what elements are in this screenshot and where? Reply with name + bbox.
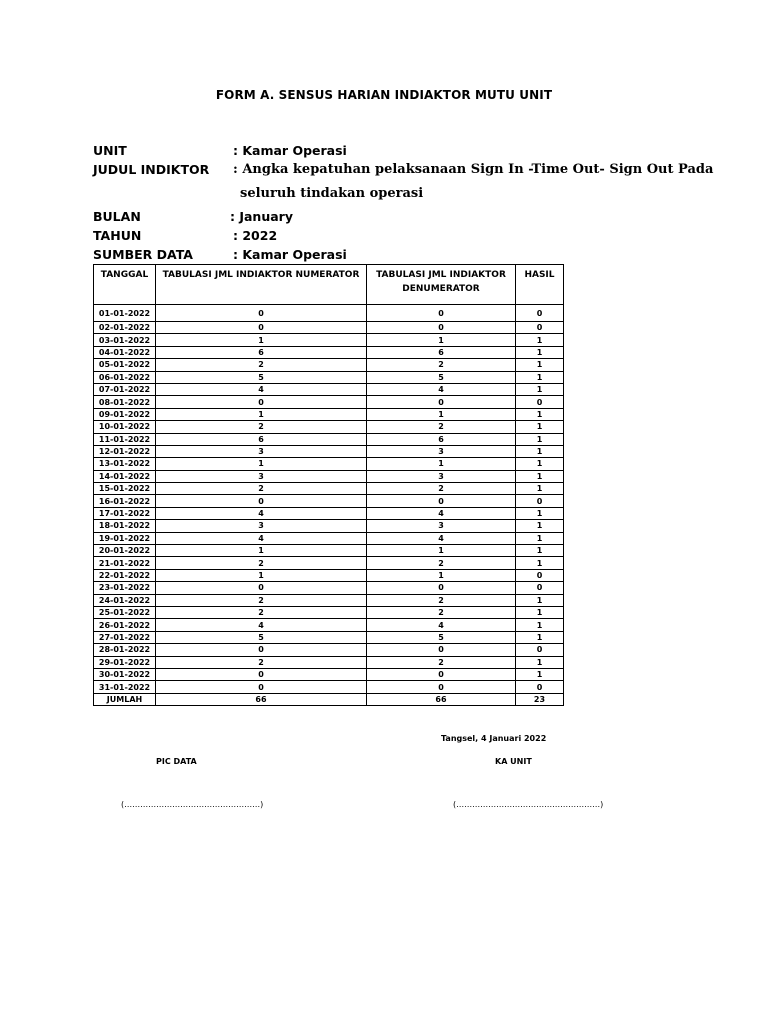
bulan-label: BULAN xyxy=(93,209,141,224)
cell-hasil: 1 xyxy=(516,421,564,433)
cell-hasil: 1 xyxy=(516,359,564,371)
table-row xyxy=(94,334,564,346)
cell-denumerator: 0 xyxy=(367,644,516,656)
cell-tanggal: 20-01-2022 xyxy=(94,545,156,557)
cell-hasil: 1 xyxy=(516,545,564,557)
cell-denumerator: 1 xyxy=(367,458,516,470)
cell-denumerator: 2 xyxy=(367,421,516,433)
cell-denumerator: 2 xyxy=(367,656,516,668)
cell-numerator: 2 xyxy=(156,421,367,433)
cell-numerator: 4 xyxy=(156,619,367,631)
cell-tanggal: 28-01-2022 xyxy=(94,644,156,656)
table-row xyxy=(94,644,564,656)
cell-denumerator: 1 xyxy=(367,408,516,420)
cell-tanggal: 13-01-2022 xyxy=(94,458,156,470)
cell-hasil: 1 xyxy=(516,507,564,519)
cell-hasil: 1 xyxy=(516,346,564,358)
table-row xyxy=(94,483,564,495)
cell-numerator: 6 xyxy=(156,346,367,358)
header-hasil: HASIL xyxy=(516,265,564,305)
cell-denumerator: 4 xyxy=(367,532,516,544)
table-row xyxy=(94,606,564,618)
cell-numerator: 3 xyxy=(156,445,367,457)
cell-hasil: 1 xyxy=(516,656,564,668)
cell-numerator: 0 xyxy=(156,495,367,507)
cell-numerator: 6 xyxy=(156,433,367,445)
cell-numerator: 2 xyxy=(156,594,367,606)
cell-hasil: 1 xyxy=(516,631,564,643)
cell-tanggal: 06-01-2022 xyxy=(94,371,156,383)
table-row xyxy=(94,656,564,668)
cell-denumerator: 4 xyxy=(367,619,516,631)
cell-denumerator: 6 xyxy=(367,346,516,358)
cell-denumerator: 4 xyxy=(367,383,516,395)
cell-hasil: 1 xyxy=(516,371,564,383)
cell-tanggal: 22-01-2022 xyxy=(94,569,156,581)
cell-numerator: 3 xyxy=(156,470,367,482)
cell-tanggal: 27-01-2022 xyxy=(94,631,156,643)
cell-numerator: 3 xyxy=(156,520,367,532)
cell-numerator: 0 xyxy=(156,396,367,408)
cell-denumerator: 5 xyxy=(367,631,516,643)
cell-hasil: 1 xyxy=(516,445,564,457)
cell-tanggal: 29-01-2022 xyxy=(94,656,156,668)
table-header-row xyxy=(94,265,564,305)
total-label: JUMLAH xyxy=(94,693,156,705)
cell-tanggal: 03-01-2022 xyxy=(94,334,156,346)
cell-denumerator: 0 xyxy=(367,681,516,693)
cell-denumerator: 1 xyxy=(367,569,516,581)
cell-numerator: 5 xyxy=(156,631,367,643)
table-body xyxy=(94,305,564,706)
sumber-value: : Kamar Operasi xyxy=(233,247,347,262)
cell-denumerator: 2 xyxy=(367,594,516,606)
table-row xyxy=(94,668,564,680)
table-row xyxy=(94,445,564,457)
header-numerator: TABULASI JML INDIAKTOR NUMERATOR xyxy=(156,265,367,305)
table-row xyxy=(94,619,564,631)
cell-hasil: 1 xyxy=(516,433,564,445)
cell-numerator: 2 xyxy=(156,557,367,569)
cell-denumerator: 0 xyxy=(367,582,516,594)
sumber-label: SUMBER DATA xyxy=(93,247,193,262)
cell-denumerator: 4 xyxy=(367,507,516,519)
table-row xyxy=(94,346,564,358)
table-row xyxy=(94,545,564,557)
ka-unit-signature-line: (………………………………………………) xyxy=(453,800,604,809)
cell-tanggal: 12-01-2022 xyxy=(94,445,156,457)
table-row xyxy=(94,631,564,643)
cell-hasil: 1 xyxy=(516,334,564,346)
place-date: Tangsel, 4 Januari 2022 xyxy=(441,734,547,743)
total-hasil: 23 xyxy=(516,693,564,705)
judul-value: : Angka kepatuhan pelaksanaan Sign In -Time Out- Sign Out Pada xyxy=(233,162,714,177)
cell-hasil: 1 xyxy=(516,606,564,618)
cell-denumerator: 3 xyxy=(367,520,516,532)
cell-denumerator: 6 xyxy=(367,433,516,445)
cell-hasil: 1 xyxy=(516,408,564,420)
cell-tanggal: 25-01-2022 xyxy=(94,606,156,618)
cell-numerator: 0 xyxy=(156,305,367,322)
cell-tanggal: 02-01-2022 xyxy=(94,322,156,334)
cell-tanggal: 26-01-2022 xyxy=(94,619,156,631)
table-row xyxy=(94,532,564,544)
cell-hasil: 1 xyxy=(516,594,564,606)
bulan-value: : January xyxy=(230,209,293,224)
table-row xyxy=(94,458,564,470)
cell-numerator: 0 xyxy=(156,644,367,656)
table-row xyxy=(94,305,564,322)
table-row xyxy=(94,421,564,433)
cell-tanggal: 14-01-2022 xyxy=(94,470,156,482)
cell-hasil: 1 xyxy=(516,520,564,532)
table-row xyxy=(94,507,564,519)
cell-hasil: 1 xyxy=(516,470,564,482)
total-numerator: 66 xyxy=(156,693,367,705)
table-row xyxy=(94,408,564,420)
cell-hasil: 1 xyxy=(516,458,564,470)
cell-hasil: 0 xyxy=(516,305,564,322)
cell-denumerator: 2 xyxy=(367,557,516,569)
unit-value: : Kamar Operasi xyxy=(233,143,347,158)
cell-hasil: 0 xyxy=(516,644,564,656)
cell-tanggal: 15-01-2022 xyxy=(94,483,156,495)
cell-hasil: 1 xyxy=(516,619,564,631)
table-row xyxy=(94,557,564,569)
total-row xyxy=(94,693,564,705)
cell-denumerator: 0 xyxy=(367,495,516,507)
cell-numerator: 1 xyxy=(156,545,367,557)
cell-hasil: 0 xyxy=(516,582,564,594)
table-row xyxy=(94,520,564,532)
cell-denumerator: 1 xyxy=(367,545,516,557)
cell-denumerator: 3 xyxy=(367,470,516,482)
cell-tanggal: 05-01-2022 xyxy=(94,359,156,371)
cell-numerator: 2 xyxy=(156,483,367,495)
cell-numerator: 1 xyxy=(156,458,367,470)
cell-numerator: 2 xyxy=(156,606,367,618)
cell-tanggal: 16-01-2022 xyxy=(94,495,156,507)
table-row xyxy=(94,371,564,383)
cell-numerator: 0 xyxy=(156,322,367,334)
cell-tanggal: 01-01-2022 xyxy=(94,305,156,322)
cell-denumerator: 0 xyxy=(367,305,516,322)
cell-hasil: 0 xyxy=(516,681,564,693)
table-row xyxy=(94,383,564,395)
sensus-table xyxy=(93,264,564,706)
cell-tanggal: 11-01-2022 xyxy=(94,433,156,445)
cell-numerator: 1 xyxy=(156,334,367,346)
cell-tanggal: 07-01-2022 xyxy=(94,383,156,395)
cell-hasil: 1 xyxy=(516,483,564,495)
cell-denumerator: 2 xyxy=(367,483,516,495)
cell-denumerator: 2 xyxy=(367,606,516,618)
cell-hasil: 1 xyxy=(516,532,564,544)
cell-tanggal: 30-01-2022 xyxy=(94,668,156,680)
tahun-label: TAHUN xyxy=(93,228,142,243)
cell-numerator: 1 xyxy=(156,569,367,581)
form-title: FORM A. SENSUS HARIAN INDIAKTOR MUTU UNIT xyxy=(215,88,553,102)
table-row xyxy=(94,322,564,334)
cell-hasil: 1 xyxy=(516,668,564,680)
judul-label: JUDUL INDIKTOR xyxy=(93,162,210,177)
table-row xyxy=(94,681,564,693)
cell-hasil: 1 xyxy=(516,557,564,569)
cell-numerator: 0 xyxy=(156,582,367,594)
cell-tanggal: 17-01-2022 xyxy=(94,507,156,519)
cell-numerator: 2 xyxy=(156,359,367,371)
cell-tanggal: 09-01-2022 xyxy=(94,408,156,420)
cell-numerator: 0 xyxy=(156,668,367,680)
cell-hasil: 0 xyxy=(516,396,564,408)
cell-tanggal: 19-01-2022 xyxy=(94,532,156,544)
header-denumerator: TABULASI JML INDIAKTOR DENUMERATOR xyxy=(367,265,516,305)
cell-hasil: 0 xyxy=(516,322,564,334)
cell-numerator: 4 xyxy=(156,507,367,519)
cell-tanggal: 04-01-2022 xyxy=(94,346,156,358)
cell-tanggal: 08-01-2022 xyxy=(94,396,156,408)
cell-denumerator: 0 xyxy=(367,322,516,334)
cell-numerator: 0 xyxy=(156,681,367,693)
cell-denumerator: 0 xyxy=(367,396,516,408)
cell-denumerator: 2 xyxy=(367,359,516,371)
table-row xyxy=(94,433,564,445)
table-row xyxy=(94,569,564,581)
cell-denumerator: 5 xyxy=(367,371,516,383)
cell-tanggal: 21-01-2022 xyxy=(94,557,156,569)
cell-numerator: 1 xyxy=(156,408,367,420)
tahun-value: : 2022 xyxy=(233,228,278,243)
cell-denumerator: 3 xyxy=(367,445,516,457)
ka-unit-label: KA UNIT xyxy=(495,757,532,766)
table-row xyxy=(94,396,564,408)
cell-tanggal: 18-01-2022 xyxy=(94,520,156,532)
cell-numerator: 5 xyxy=(156,371,367,383)
cell-numerator: 2 xyxy=(156,656,367,668)
table-row xyxy=(94,594,564,606)
header-tanggal: TANGGAL xyxy=(94,265,156,305)
cell-numerator: 4 xyxy=(156,532,367,544)
cell-numerator: 4 xyxy=(156,383,367,395)
judul-value-line2: seluruh tindakan operasi xyxy=(240,186,424,201)
cell-hasil: 1 xyxy=(516,383,564,395)
cell-tanggal: 31-01-2022 xyxy=(94,681,156,693)
unit-label: UNIT xyxy=(93,143,127,158)
cell-tanggal: 10-01-2022 xyxy=(94,421,156,433)
table-row xyxy=(94,582,564,594)
cell-tanggal: 23-01-2022 xyxy=(94,582,156,594)
cell-hasil: 0 xyxy=(516,569,564,581)
cell-denumerator: 0 xyxy=(367,668,516,680)
pic-data-label: PIC DATA xyxy=(156,757,197,766)
total-denumerator: 66 xyxy=(367,693,516,705)
table-row xyxy=(94,495,564,507)
cell-tanggal: 24-01-2022 xyxy=(94,594,156,606)
table-row xyxy=(94,470,564,482)
cell-denumerator: 1 xyxy=(367,334,516,346)
cell-hasil: 0 xyxy=(516,495,564,507)
pic-signature-line: (……………………………………………) xyxy=(121,800,264,809)
table-row xyxy=(94,359,564,371)
